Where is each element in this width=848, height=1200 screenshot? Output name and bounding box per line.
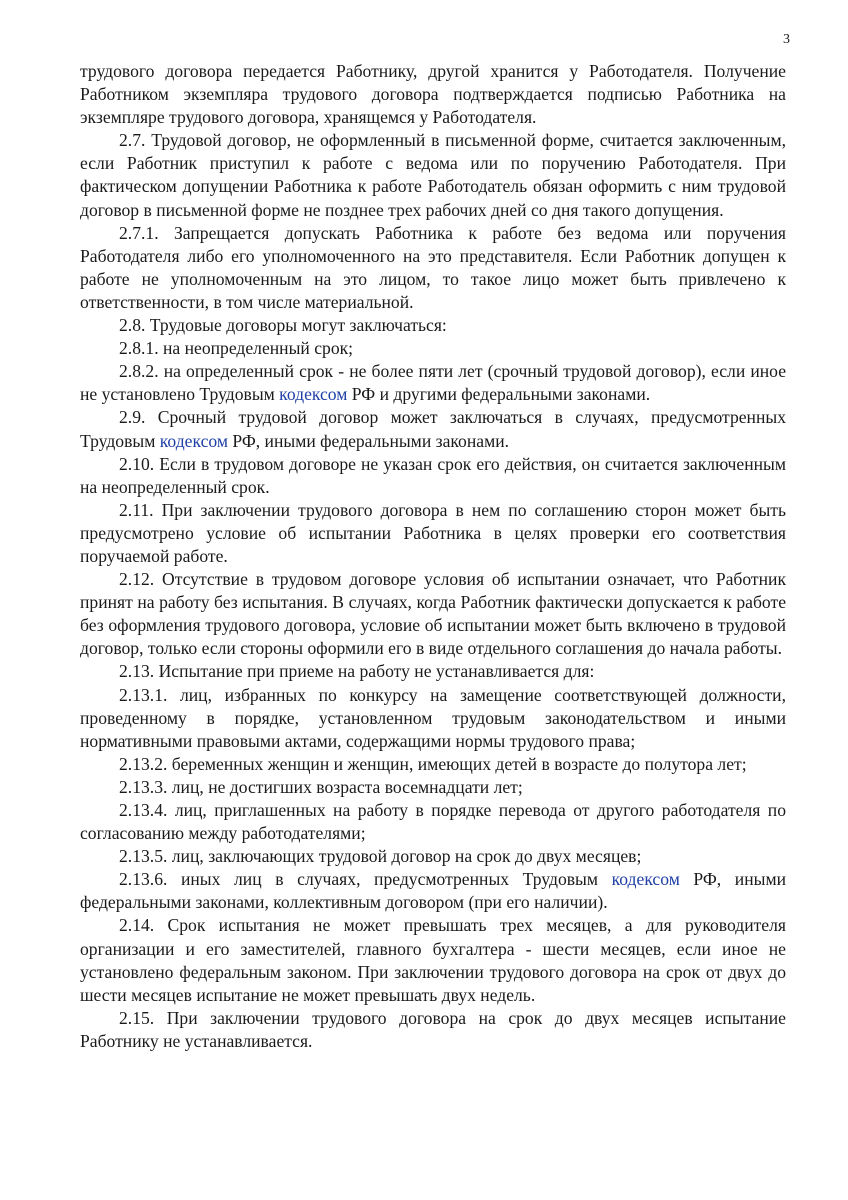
paragraph xyxy=(80,1007,786,1053)
document-body xyxy=(80,60,786,1053)
paragraph-text: РФ, иными федеральными законами. xyxy=(227,430,510,451)
paragraph xyxy=(80,337,786,360)
paragraph xyxy=(80,129,786,221)
paragraph xyxy=(80,868,786,914)
paragraph-text: 2.13.3. лиц, не достигших возраста восемнадцати лет; xyxy=(119,776,523,797)
paragraph-text: РФ и другими федеральными законами. xyxy=(347,384,651,405)
paragraph-text: 2.13.1. лиц, избранных по конкурсу на замещение соответствующей должности, проведенному в порядке, установленном трудовым законодательством и иными нормативными правовыми актами, содержащими нормы трудового права; xyxy=(80,684,786,751)
paragraph xyxy=(80,799,786,845)
paragraph-text: 2.13.5. лиц, заключающих трудовой договор на срок до двух месяцев; xyxy=(119,846,642,867)
paragraph-text: 2.9. Срочный трудовой договор может заключаться в случаях, предусмотренных Трудовым xyxy=(80,407,786,451)
paragraph xyxy=(80,753,786,776)
paragraph xyxy=(80,660,786,683)
paragraph-text: трудового договора передается Работнику, другой хранится у Работодателя. Получение Работником экземпляра трудового договора подтверждается подписью Работника на экземпляре трудового договора, хранящемся у Работодателя. xyxy=(80,61,786,128)
paragraph-text: 2.12. Отсутствие в трудовом договоре условия об испытании означает, что Работник принят на работу без испытания. В случаях, когда Работник фактически допускается к работе без оформления трудового договора, условие об испытании может быть включено в трудовой договор, только если стороны оформили его в виде отдельного соглашения до начала работы. xyxy=(80,569,786,659)
kodeks-link[interactable]: кодексом xyxy=(159,430,228,451)
paragraph-text: 2.14. Срок испытания не может превышать трех месяцев, а для руководителя организации и его заместителей, главного бухгалтера - шести месяцев, если иное не установлено федеральным законом. При заключении трудового договора на срок от двух до шести месяцев испытание не может превышать двух недель. xyxy=(80,915,786,1005)
paragraph-text: 2.8.1. на неопределенный срок; xyxy=(119,338,354,359)
paragraph xyxy=(80,360,786,406)
paragraph-continuation xyxy=(80,60,786,129)
paragraph-text: 2.7. Трудовой договор, не оформленный в письменной форме, считается заключенным, если Работник приступил к работе с ведома или по поручению Работодателя. При фактическом допущении Работника к работе Работодатель обязан оформить с ним трудовой договор в письменной форме не позднее трех рабочих дней со дня такого допущения. xyxy=(80,130,786,220)
paragraph xyxy=(80,453,786,499)
paragraph-text: 2.15. При заключении трудового договора на срок до двух месяцев испытание Работнику не устанавливается. xyxy=(80,1007,786,1051)
kodeks-link[interactable]: кодексом xyxy=(611,869,680,890)
paragraph-text: 2.13.6. иных лиц в случаях, предусмотренных Трудовым xyxy=(119,869,612,890)
paragraph xyxy=(80,776,786,799)
paragraph xyxy=(80,314,786,337)
paragraph xyxy=(80,222,786,314)
paragraph xyxy=(80,568,786,660)
paragraph xyxy=(80,845,786,868)
kodeks-link[interactable]: кодексом xyxy=(279,384,348,405)
paragraph xyxy=(80,499,786,568)
paragraph-text: 2.8. Трудовые договоры могут заключаться: xyxy=(119,315,447,336)
paragraph-text: 2.11. При заключении трудового договора в нем по соглашению сторон может быть предусмотрено условие об испытании Работника в целях проверки его соответствия поручаемой работе. xyxy=(80,499,786,566)
paragraph xyxy=(80,684,786,753)
paragraph xyxy=(80,406,786,452)
paragraph-text: 2.13. Испытание при приеме на работу не устанавливается для: xyxy=(119,661,595,682)
page-number: 3 xyxy=(783,32,790,47)
paragraph-text: 2.13.4. лиц, приглашенных на работу в порядке перевода от другого работодателя по согласованию между работодателями; xyxy=(80,800,786,844)
paragraph-text: 2.10. Если в трудовом договоре не указан срок его действия, он считается заключенным на неопределенный срок. xyxy=(80,453,786,497)
paragraph xyxy=(80,914,786,1006)
paragraph-text: РФ, иными федеральными законами, коллективным договором (при его наличии). xyxy=(80,869,787,913)
paragraph-text: 2.7.1. Запрещается допускать Работника к работе без ведома или поручения Работодателя либо его уполномоченного на это представителя. Если Работник допущен к работе не уполномоченным на это лицом, то такое лицо может быть привлечено к ответственности, в том числе материальной. xyxy=(80,222,786,312)
paragraph-text: 2.13.2. беременных женщин и женщин, имеющих детей в возрасте до полутора лет; xyxy=(119,753,747,774)
paragraph-text: 2.8.2. на определенный срок - не более пяти лет (срочный трудовой договор), если иное не установлено Трудовым xyxy=(80,361,786,405)
